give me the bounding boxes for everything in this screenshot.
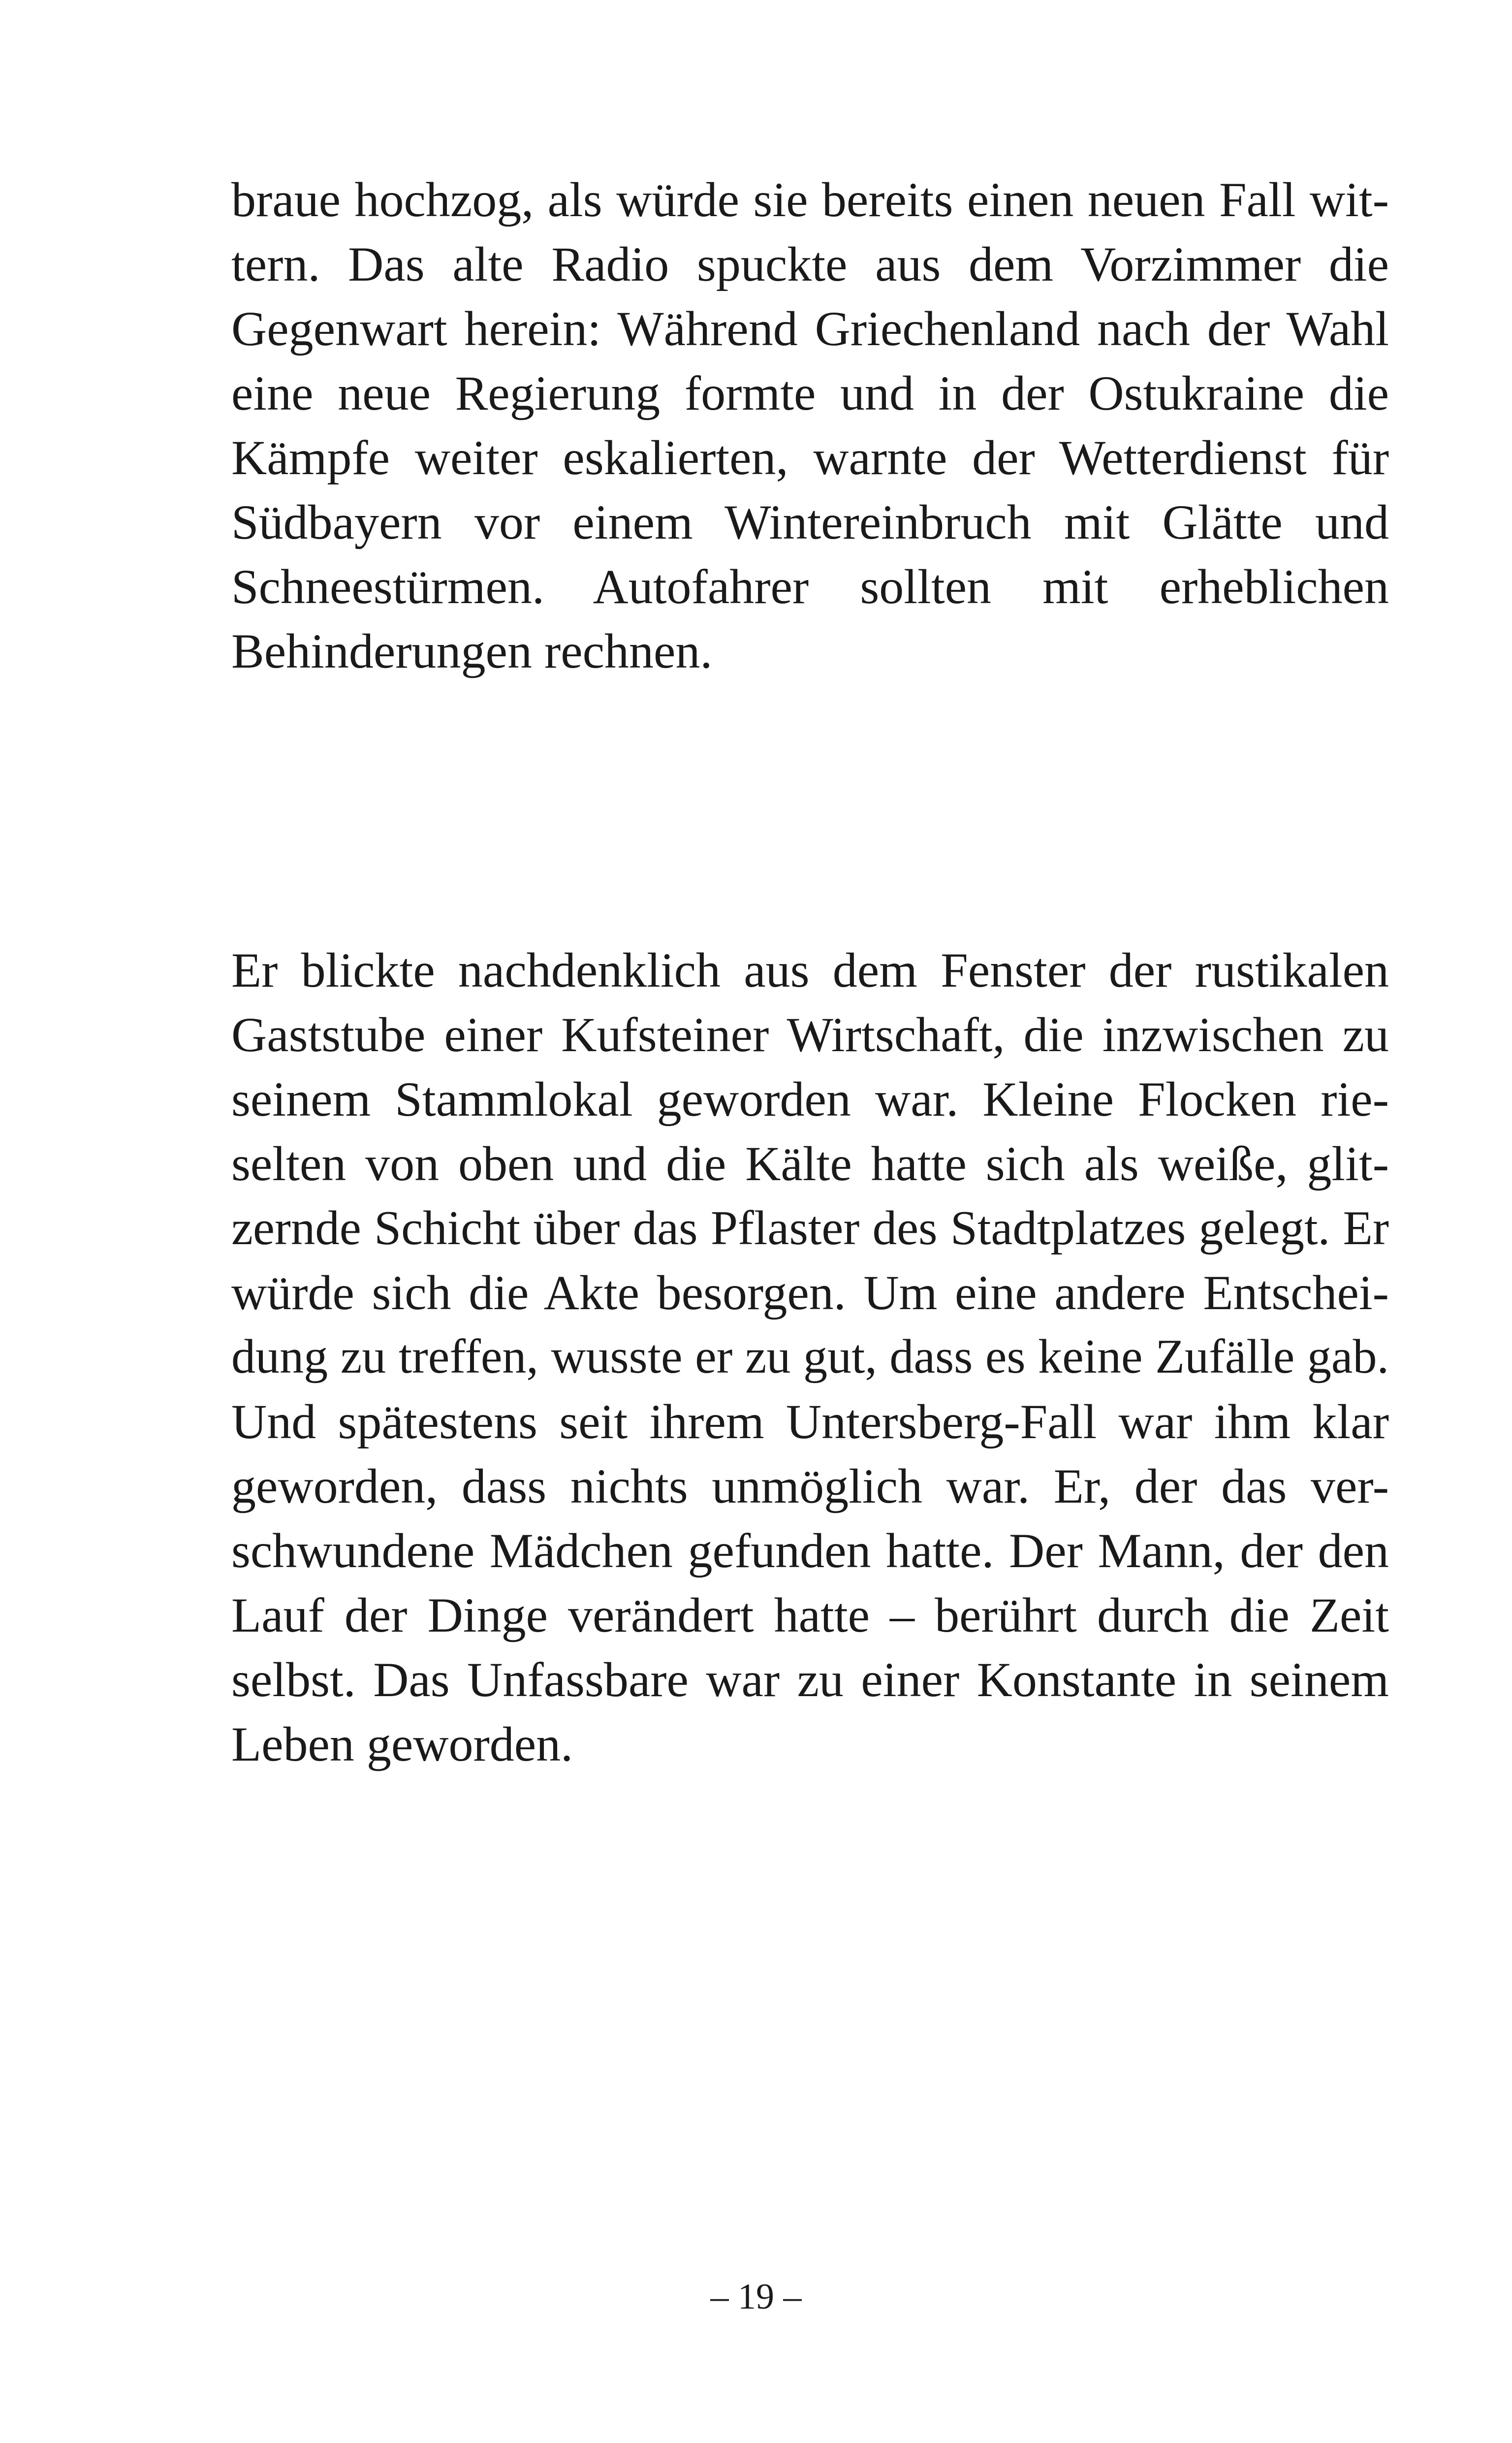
text-line: Kämpfe weiter eskalierten, warnte der Wetterdienst für — [231, 430, 1389, 485]
text-line: würde sich die Akte besorgen. Um eine andere Entschei- — [231, 1265, 1389, 1320]
text-line: selbst. Das Unfassbare war zu einer Konstante in seinem — [231, 1652, 1389, 1707]
text-line: selten von oben und die Kälte hatte sich als weiße, glit- — [231, 1136, 1389, 1191]
text-line: Behinderungen rechnen. — [231, 624, 713, 678]
text-line: eine neue Regierung formte und in der Ostukraine die — [231, 366, 1389, 420]
text-line: Er blickte nachdenklich aus dem Fenster der rustikalen — [231, 943, 1389, 997]
text-line: tern. Das alte Radio spuckte aus dem Vorzimmer die — [231, 237, 1389, 291]
text-line: dung zu treffen, wusste er zu gut, dass es keine Zufälle gab. — [231, 1330, 1389, 1383]
text-line: seinem Stammlokal geworden war. Kleine Flocken rie- — [231, 1072, 1389, 1126]
paragraph-2 — [231, 938, 1389, 1776]
page-number: – 19 – — [710, 2277, 802, 2317]
paragraph-1 — [231, 167, 1389, 683]
text-line: Südbayern vor einem Wintereinbruch mit Glätte und — [231, 495, 1389, 549]
text-line: Gegenwart herein: Während Griechenland nach der Wahl — [231, 301, 1389, 356]
text-line: Und spätestens seit ihrem Untersberg-Fall war ihm klar — [231, 1394, 1389, 1449]
text-line: Leben geworden. — [231, 1717, 573, 1771]
text-line: schwundene Mädchen gefunden hatte. Der Mann, der den — [231, 1523, 1389, 1578]
text-line: Schneestürmen. Autofahrer sollten mit erheblichen — [231, 559, 1389, 614]
text-line: Lauf der Dinge verändert hatte – berührt durch die Zeit — [231, 1588, 1389, 1642]
text-line: zernde Schicht über das Pflaster des Stadtplatzes gelegt. Er — [231, 1201, 1389, 1255]
text-line: Gaststube einer Kufsteiner Wirtschaft, die inzwischen zu — [231, 1007, 1389, 1062]
text-line: geworden, dass nichts unmöglich war. Er, der das ver- — [231, 1459, 1389, 1513]
text-line: braue hochzog, als würde sie bereits einen neuen Fall wit- — [231, 172, 1389, 227]
